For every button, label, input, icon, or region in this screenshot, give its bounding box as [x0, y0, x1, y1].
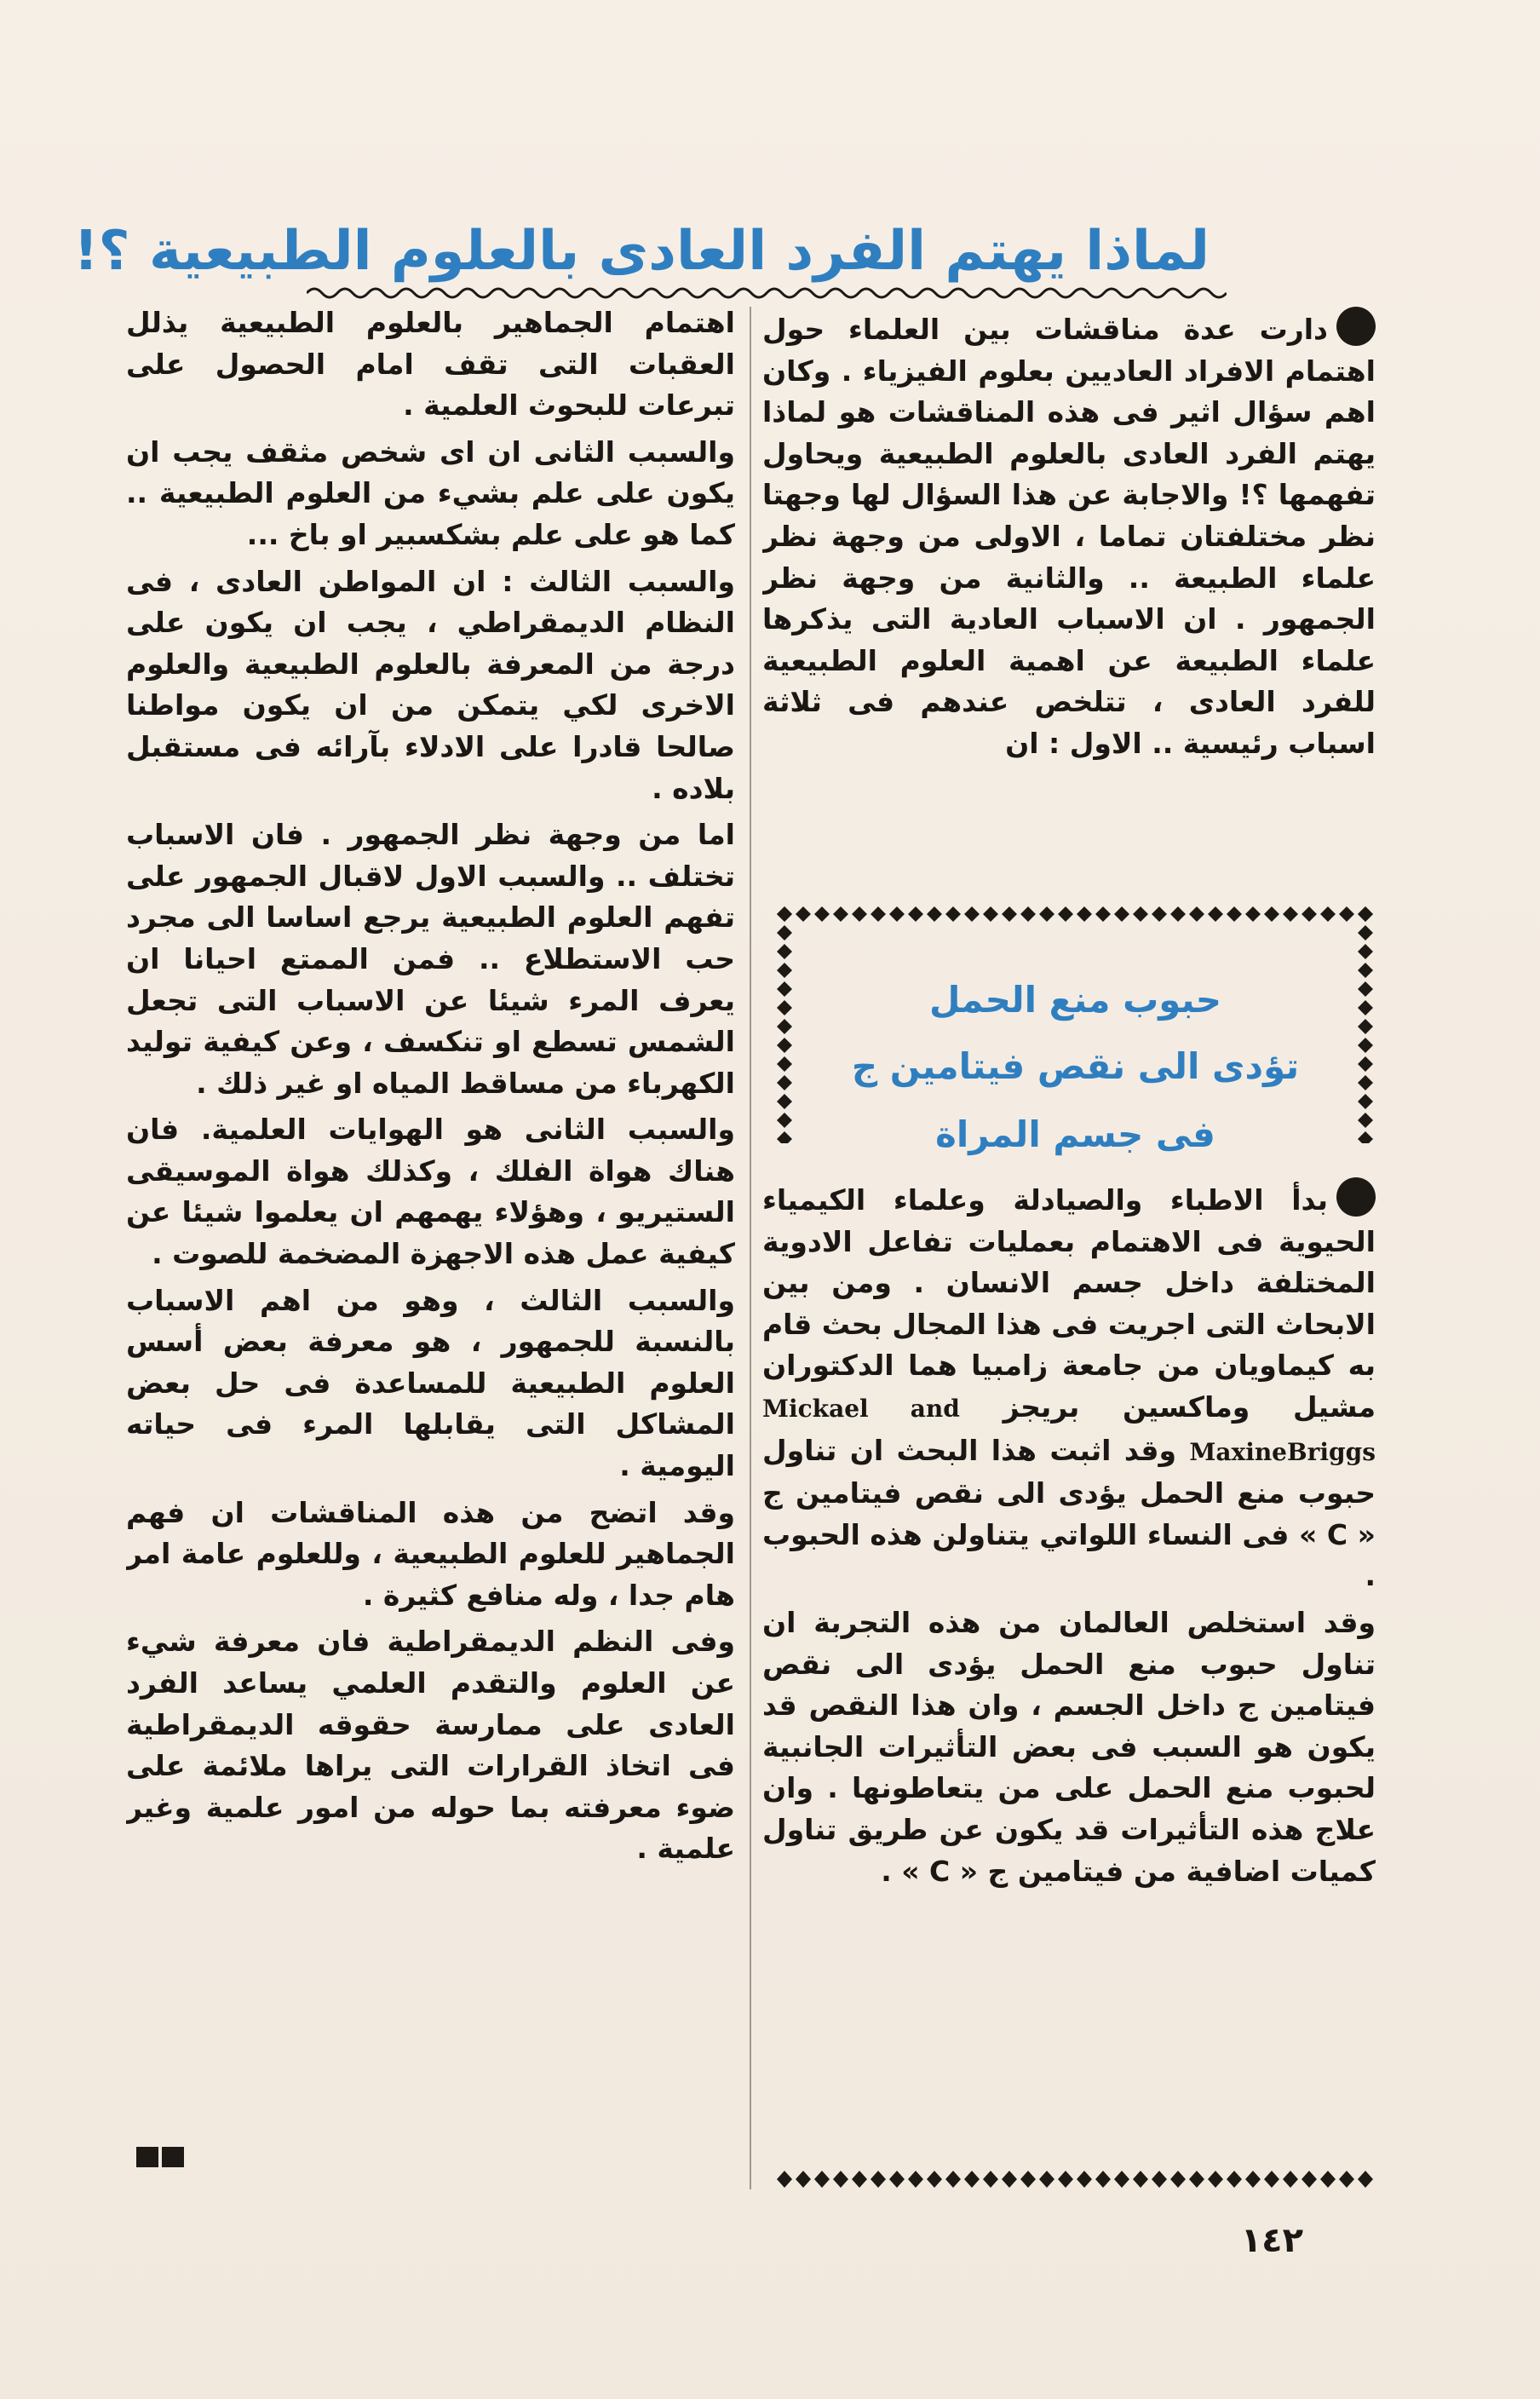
paragraph-text: دارت عدة مناقشات بين العلماء حول اهتمام الافراد العاديين بعلوم الفيزياء . وكان اهم سؤال اثير فى هذه المناقشات هو لماذا يهتم الفرد العادى بالعلوم الطبيعية ويحاول تفهمها ؟! والاجابة عن هذا السؤال لها وجهتا نظر مختلفتان تماما ، الاولى من وجهة نظر علماء الطبيعة .. والثانية من وجهة نظر الجمهور . ان الاسباب العادية التى يذكرها علماء الطبيعة عن اهمية العلوم الطبيعية للفرد العادى ، تتلخص عندهم فى ثلاثة اسباب رئيسية .. الاول : ان: [762, 313, 1376, 760]
paragraph: وقد اتضح من هذه المناقشات ان فهم الجماهير للعلوم الطبيعية ، وللعلوم عامة امر هام جدا ، وله منافع كثيرة .: [126, 1495, 735, 1612]
bullet-dot-icon: [1336, 1177, 1376, 1217]
sidebar-headline-line1: حبوب منع الحمل: [928, 979, 1222, 1021]
paragraph: والسبب الثانى ان اى شخص مثقف يجب ان يكون على علم بشيء من العلوم الطبيعية .. كما هو على علم بشكسبير او باخ ...: [126, 434, 735, 551]
article-title: لماذا يهتم الفرد العادى بالعلوم الطبيعية ؟!: [73, 220, 1210, 283]
paragraph: وقد استخلص العالمان من هذه التجربة ان تناول حبوب منع الحمل يؤدى الى نقص فيتامين ج داخل الجسم ، وان هذا النقص قد يكون هو السبب فى بعض التأثيرات الجانبية لحبوب منع الحمل على من يتعاطونها . وان علاج هذه التأثيرات قد يكون عن طريق تناول كميات اضافية من فيتامين ج « C » .: [762, 1605, 1376, 1888]
paragraph: [762, 1177, 1376, 1597]
paragraph-text: وقد اثبت هذا البحث ان تناول حبوب منع الحمل يؤدى الى نقص فيتامين ج « C » فى النساء اللواتي يتناولن هذه الحبوب .: [762, 1433, 1376, 1593]
diamond-rule-icon: [775, 2168, 1376, 2190]
column-divider: [750, 307, 751, 2189]
paragraph: اهتمام الجماهير بالعلوم الطبيعية يذلل العقبات التى تقف امام الحصول على تبرعات للبحوث العلمية .: [126, 306, 735, 423]
paragraph: والسبب الثانى هو الهوايات العلمية. فان هناك هواة الفلك ، وكذلك هواة الموسيقى الستيريو ، وهؤلاء يهمهم ان يعلموا شيئا عن كيفية عمل هذه الاجهزة المضخمة للصوت .: [126, 1113, 735, 1271]
sidebar-headline-line3: فى جسم المراة: [935, 1113, 1215, 1155]
bullet-dot-icon: [1336, 307, 1376, 346]
paragraph: اما من وجهة نظر الجمهور . فان الاسباب تختلف .. والسبب الاول لاقبال الجمهور على تفهم العلوم الطبيعية يرجع اساسا الى مجرد حب الاستطلاع .. فمن الممتع احيانا ان يعرف المرء شيئا عن الاسباب التى تجعل الشمس تسطع او تنكسف ، وعن كيفية توليد الكهرباء من مساقط المياه او غير ذلك .: [126, 818, 735, 1100]
paragraph: والسبب الثالث : ان المواطن العادى ، فى النظام الديمقراطي ، يجب ان يكون على درجة من المعرفة بالعلوم الطبيعية والعلوم الاخرى لكي يتمكن من ان يكون مواطنا صالحا قادرا على الادلاء بآرائه فى مستقبل بلاده .: [126, 564, 735, 805]
page-number: ١٤٢: [1240, 2221, 1303, 2260]
paragraph: وفى النظم الديمقراطية فان معرفة شيء عن العلوم والتقدم العلمي يساعد الفرد العادى على ممارسة حقوقه الديمقراطية فى اتخاذ القرارات التى يراها ملائمة على ضوء معرفته بما حوله من امور علمية وغير علمية .: [126, 1625, 735, 1866]
article-column-left: [126, 302, 735, 2202]
paragraph-text: بدأ الاطباء والصيادلة وعلماء الكيمياء الحيوية فى الاهتمام بعمليات تفاعل الادوية المختلفة داخل جسم الانسان . ومن بين الابحاث التى اجريت فى هذا المجال بحث قام به كيماويان من جامعة زامبيا هما الدكتوران مشيل وماكسين بريجز: [762, 1183, 1376, 1424]
article-column-right-bottom: [762, 1177, 1376, 2123]
sidebar-headline-box: [775, 905, 1376, 1155]
paragraph: والسبب الثالث ، وهو من اهم الاسباب بالنسبة للجمهور ، هو معرفة بعض أسس العلوم الطبيعية للمساعدة فى حل بعض المشاكل التى يقابلها المرء فى حياته اليومية .: [126, 1283, 735, 1483]
author-names-latin: Mickael and MaxineBriggs: [762, 1394, 1376, 1466]
article-column-right-top: [762, 307, 1376, 886]
sidebar-headline-line2: تؤدى الى نقص فيتامين ج: [851, 1045, 1300, 1087]
paragraph: [762, 307, 1376, 765]
end-of-article-icon: [136, 2147, 189, 2167]
